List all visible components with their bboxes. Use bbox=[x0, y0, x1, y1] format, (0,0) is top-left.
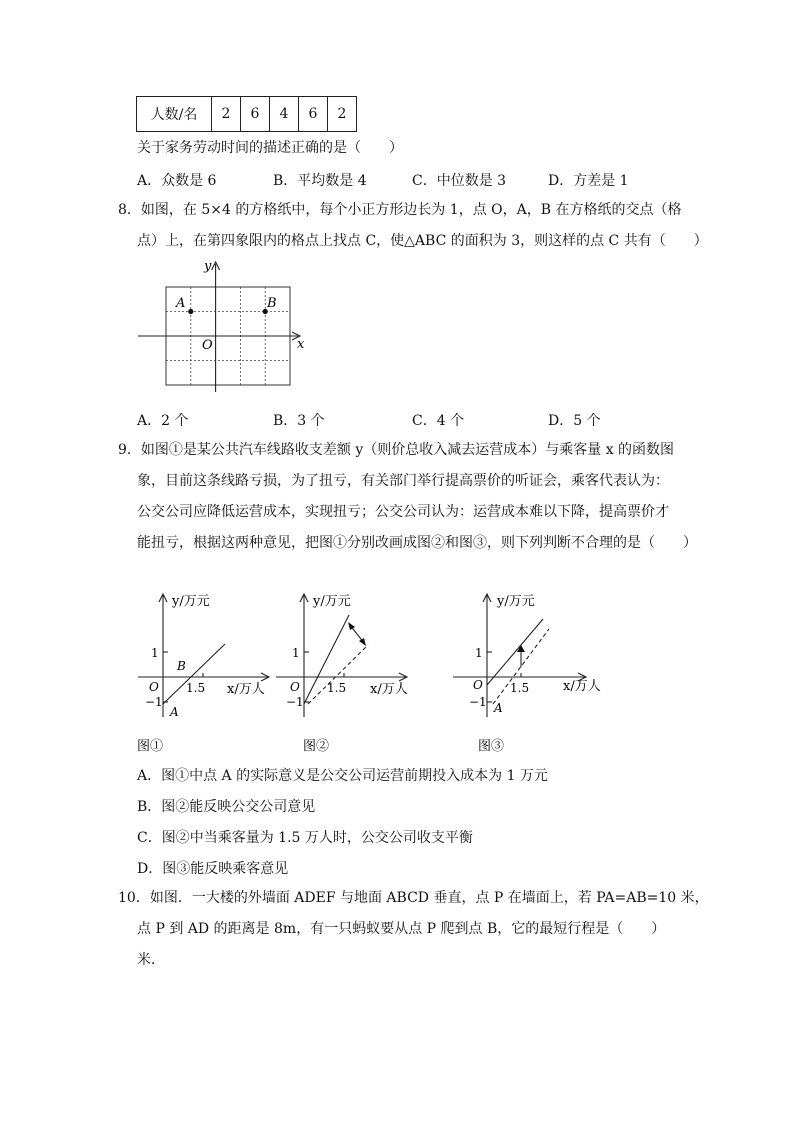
y-axis-label: y/万元 bbox=[172, 594, 210, 609]
table-cell: 6 bbox=[241, 97, 270, 132]
q8-stem-line2: 点）上，在第四象限内的格点上找点 C，使△ABC 的面积为 3，则这样的点 C 共有（ ） bbox=[137, 233, 708, 249]
q9-option-d: D．图③能反映乘客意见 bbox=[137, 861, 289, 877]
label-one: 1 bbox=[151, 646, 159, 660]
q9-stem-line2: 象，目前这条线路亏损，为了扭亏，有关部门举行提高票价的听证会，乘客代表认为： bbox=[137, 473, 669, 489]
label-one: 1 bbox=[475, 646, 483, 660]
label-o: O bbox=[149, 680, 159, 694]
label-tick: 1.5 bbox=[510, 681, 530, 695]
y-axis-label: y bbox=[204, 259, 212, 274]
q10-stem-line2: 点 P 到 AD 的距离是 8m，有一只蚂蚁要从点 P 爬到点 B，它的最短行程是（ ） bbox=[137, 921, 666, 937]
shift-arrow-head-2 bbox=[359, 638, 366, 646]
shift-arrow-head-1 bbox=[348, 622, 355, 630]
q8-option-b: B．3 个 bbox=[273, 413, 325, 429]
q7-option-b: B．平均数是 4 bbox=[273, 173, 367, 189]
label-neg-one: −1 bbox=[145, 695, 163, 709]
x-axis-label: x/万人 bbox=[227, 682, 265, 697]
table-header-cell: 人数/名 bbox=[137, 97, 212, 132]
q9-figure-2 bbox=[268, 585, 428, 755]
label-b: B bbox=[177, 659, 186, 673]
label-a: A bbox=[170, 705, 179, 719]
q7-option-d: D．方差是 1 bbox=[548, 173, 629, 189]
q9-option-c: C．图②中当乘客量为 1.5 万人时，公交公司收支平衡 bbox=[137, 830, 473, 846]
q10-stem-line3: 米． bbox=[137, 952, 165, 968]
y-axis-label: y/万元 bbox=[497, 594, 535, 609]
count-table bbox=[136, 96, 357, 132]
q9-figure-1 bbox=[130, 585, 280, 755]
label-a: A bbox=[494, 701, 503, 715]
q8-option-d: D．5 个 bbox=[548, 413, 601, 429]
q7-option-c: C．中位数是 3 bbox=[412, 173, 507, 189]
table-cell: 2 bbox=[328, 97, 357, 132]
q9-stem-line3: 公交公司应降低运营成本，实现扭亏；公交公司认为：运营成本难以下降，提高票价才 bbox=[137, 504, 669, 520]
profit-line bbox=[163, 644, 225, 704]
q8-grid-figure bbox=[130, 256, 320, 392]
table-cell: 4 bbox=[270, 97, 299, 132]
label-tick: 1.5 bbox=[186, 681, 206, 695]
q8-option-a: A．2 个 bbox=[137, 413, 189, 429]
figure-caption: 图② bbox=[303, 739, 330, 754]
q8-option-c: C．4 个 bbox=[412, 413, 465, 429]
label-neg-one: −1 bbox=[286, 695, 304, 709]
figure-caption: 图③ bbox=[478, 739, 505, 754]
label-tick: 1.5 bbox=[327, 681, 347, 695]
q10-stem-line1: 10．如图．一大楼的外墙面 ADEF 与地面 ABCD 垂直，点 P 在墙面上，若 PA=AB=10 米， bbox=[118, 890, 709, 906]
original-line-dashed bbox=[308, 645, 368, 704]
q7-stem: 关于家务劳动时间的描述正确的是（ ） bbox=[137, 140, 403, 156]
x-axis-label: x/万人 bbox=[370, 682, 408, 697]
label-o: O bbox=[290, 680, 300, 694]
q9-stem-line4: 能扭亏，根据这两种意见，把图①分别改画成图②和图③，则下列判断不合理的是（ ） bbox=[137, 535, 697, 551]
label-o: O bbox=[473, 678, 483, 692]
label-b: B bbox=[267, 296, 277, 311]
label-one: 1 bbox=[292, 646, 300, 660]
q9-figure-3 bbox=[445, 585, 610, 755]
table-cell: 2 bbox=[212, 97, 241, 132]
label-a: A bbox=[176, 296, 186, 311]
label-o: O bbox=[202, 338, 213, 353]
x-axis-label: x/万人 bbox=[563, 679, 601, 694]
point-a bbox=[188, 309, 193, 314]
q9-option-a: A．图①中点 A 的实际意义是公交公司运营前期投入成本为 1 万元 bbox=[137, 768, 548, 784]
figure-caption: 图① bbox=[137, 739, 164, 754]
table-cell: 6 bbox=[299, 97, 328, 132]
q9-option-b: B．图②能反映公交公司意见 bbox=[137, 799, 316, 815]
q8-stem-line1: 8．如图，在 5×4 的方格纸中，每个小正方形边长为 1，点 O，A，B 在方格纸的交点（格 bbox=[118, 202, 682, 218]
q7-option-a: A．众数是 6 bbox=[137, 173, 217, 189]
x-axis-label: x bbox=[297, 337, 305, 352]
q9-stem-line1: 9．如图①是某公共汽车线路收支差额 y（则价总收入减去运营成本）与乘客量 x 的函数图 bbox=[118, 442, 675, 458]
y-axis-label: y/万元 bbox=[313, 594, 351, 609]
label-neg-one: −1 bbox=[469, 695, 487, 709]
